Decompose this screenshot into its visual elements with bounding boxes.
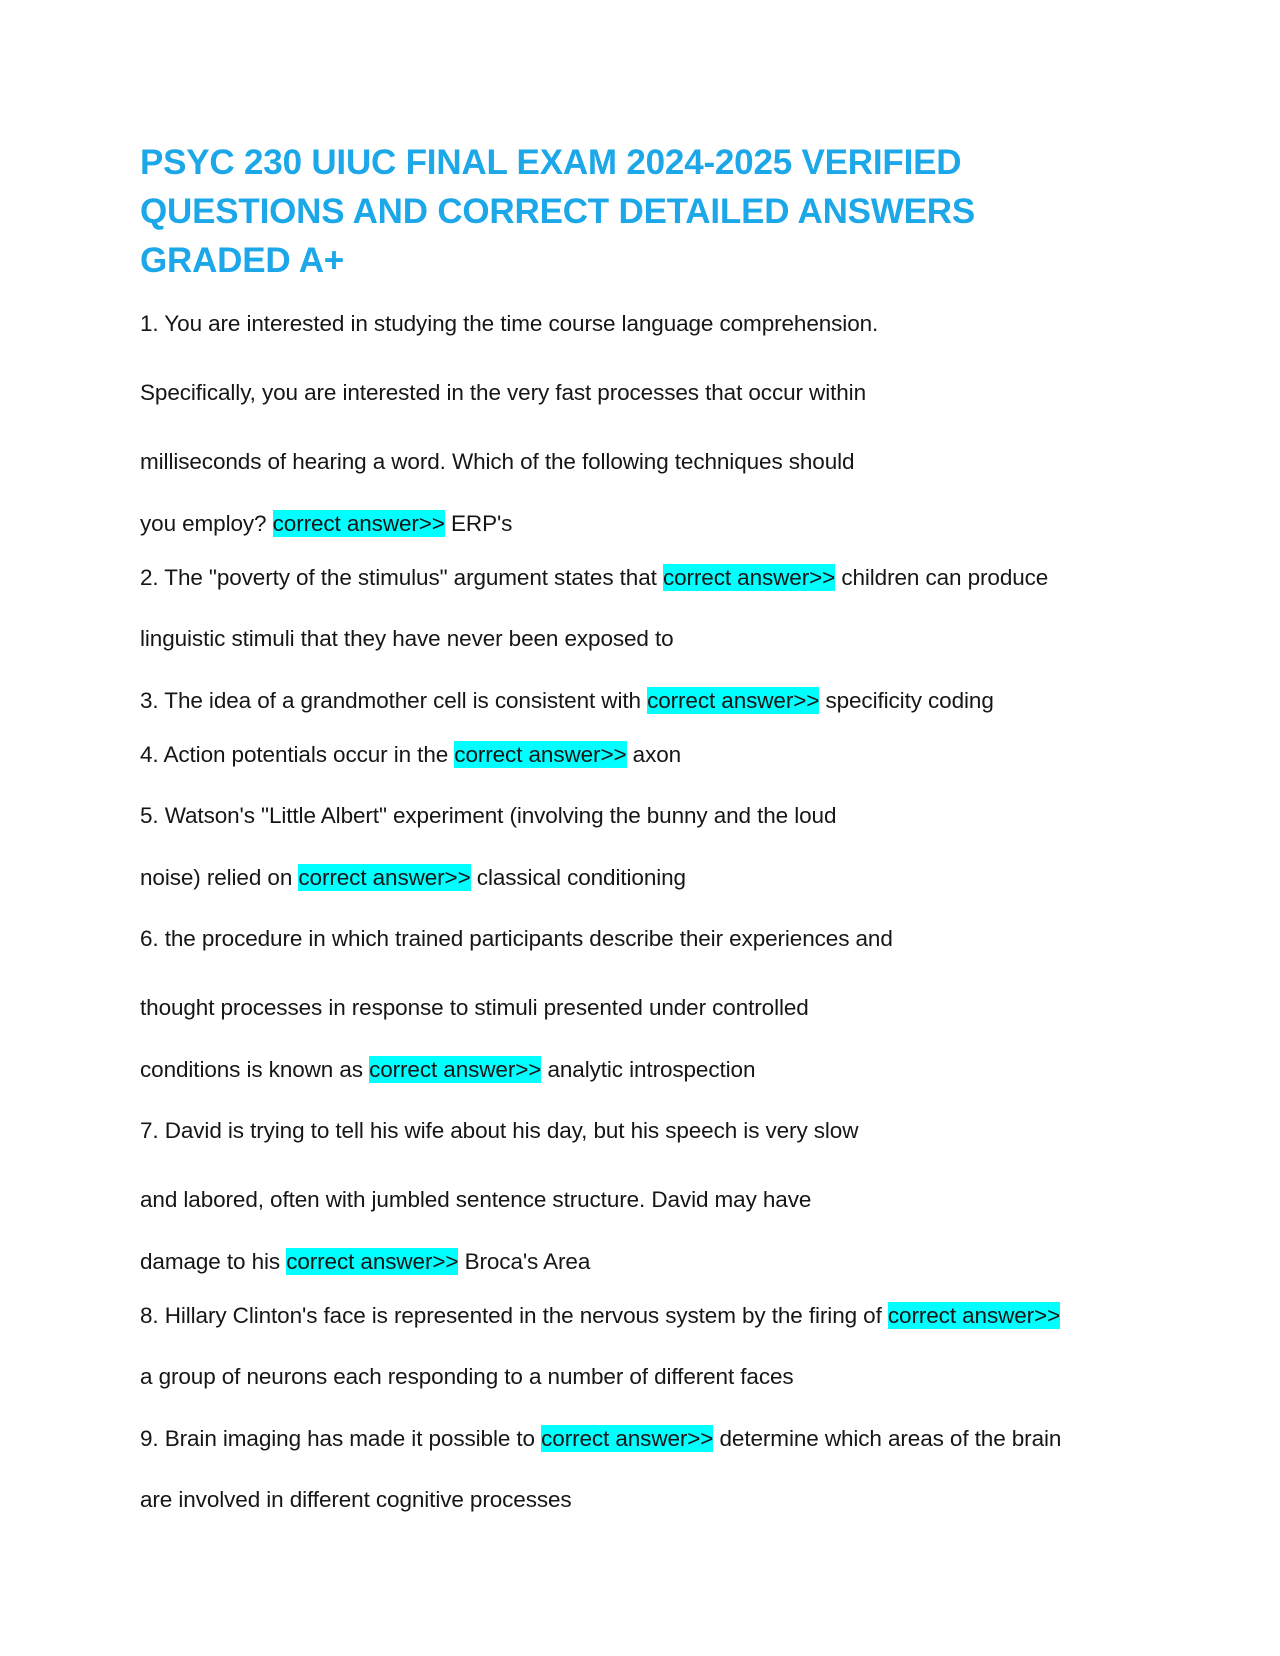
paragraph-q4 xyxy=(140,737,1068,772)
paragraph-text-before: 9. Brain imaging has made it possible to xyxy=(140,1426,542,1451)
paragraph-text-before: damage to his xyxy=(140,1249,287,1274)
paragraph-q7-line1: 7. David is trying to tell his wife about his day, but his speech is very slow xyxy=(140,1118,859,1143)
correct-answer-highlight: correct answer>> xyxy=(647,688,820,713)
paragraph-text-after: determine which areas of the brain xyxy=(713,1426,1062,1451)
paragraph-text-after: specificity coding xyxy=(819,688,994,713)
paragraph-q8-line1 xyxy=(140,1298,1068,1333)
paragraph-text-after: classical conditioning xyxy=(470,865,686,890)
paragraph-q6-line1: 6. the procedure in which trained participants describe their experiences and xyxy=(140,926,893,951)
page-title: PSYC 230 UIUC FINAL EXAM 2024-2025 VERIFIED QUESTIONS AND CORRECT DETAILED ANSWERS GRADED A+ xyxy=(140,143,976,280)
paragraph-q8-line2: a group of neurons each responding to a number of different faces xyxy=(140,1364,794,1389)
paragraph-text-before: 3. The idea of a grandmother cell is consistent with xyxy=(140,688,648,713)
paragraph-text-before: you employ? xyxy=(140,511,273,536)
paragraph-q2-line1 xyxy=(140,560,1068,595)
paragraph-q3 xyxy=(140,683,1068,718)
paragraph-text-before: 4. Action potentials occur in the xyxy=(140,742,455,767)
paragraph-text-after: children can produce xyxy=(835,565,1049,590)
paragraph-text-after: ERP's xyxy=(444,511,513,536)
correct-answer-highlight: correct answer>> xyxy=(662,565,836,590)
paragraph-q7-line3 xyxy=(140,1244,1068,1279)
paragraph-q9-line1 xyxy=(140,1421,1068,1456)
paragraph-q1-line2: Specifically, you are interested in the very fast processes that occur within xyxy=(140,380,866,405)
paragraph-q6-line2: thought processes in response to stimuli presented under controlled xyxy=(140,995,809,1020)
paragraph-text-before: noise) relied on xyxy=(140,865,299,890)
paragraph-q2-line2: linguistic stimuli that they have never been exposed to xyxy=(140,626,674,651)
paragraph-q1-line1: 1. You are interested in studying the time course language comprehension. xyxy=(140,311,879,336)
correct-answer-highlight: correct answer>> xyxy=(272,511,445,536)
correct-answer-highlight: correct answer>> xyxy=(286,1249,459,1274)
paragraph-q5-line2 xyxy=(140,860,1068,895)
paragraph-q5-line1: 5. Watson's "Little Albert" experiment (involving the bunny and the loud xyxy=(140,803,837,828)
correct-answer-highlight: correct answer>> xyxy=(454,742,627,767)
correct-answer-highlight: correct answer>> xyxy=(369,1057,542,1082)
paragraph-text-after: Broca's Area xyxy=(458,1249,591,1274)
paragraph-q6-line3 xyxy=(140,1052,1068,1087)
paragraph-text-before: 2. The "poverty of the stimulus" argument states that xyxy=(140,565,663,590)
paragraph-text-before: 8. Hillary Clinton's face is represented in the nervous system by the firing of xyxy=(140,1303,888,1328)
paragraph-text-after: analytic introspection xyxy=(541,1057,756,1082)
paragraph-q7-line2: and labored, often with jumbled sentence structure. David may have xyxy=(140,1187,812,1212)
paragraph-q9-line2: are involved in different cognitive processes xyxy=(140,1487,572,1512)
document-body xyxy=(140,299,1145,1525)
correct-answer-highlight: correct answer>> xyxy=(298,865,471,890)
correct-answer-highlight: correct answer>> xyxy=(887,1303,1061,1328)
paragraph-q1-line4 xyxy=(140,506,1068,541)
paragraph-text-before: conditions is known as xyxy=(140,1057,370,1082)
paragraph-text-after: axon xyxy=(626,742,682,767)
correct-answer-highlight: correct answer>> xyxy=(541,1426,714,1451)
paragraph-q1-line3: milliseconds of hearing a word. Which of the following techniques should xyxy=(140,449,855,474)
